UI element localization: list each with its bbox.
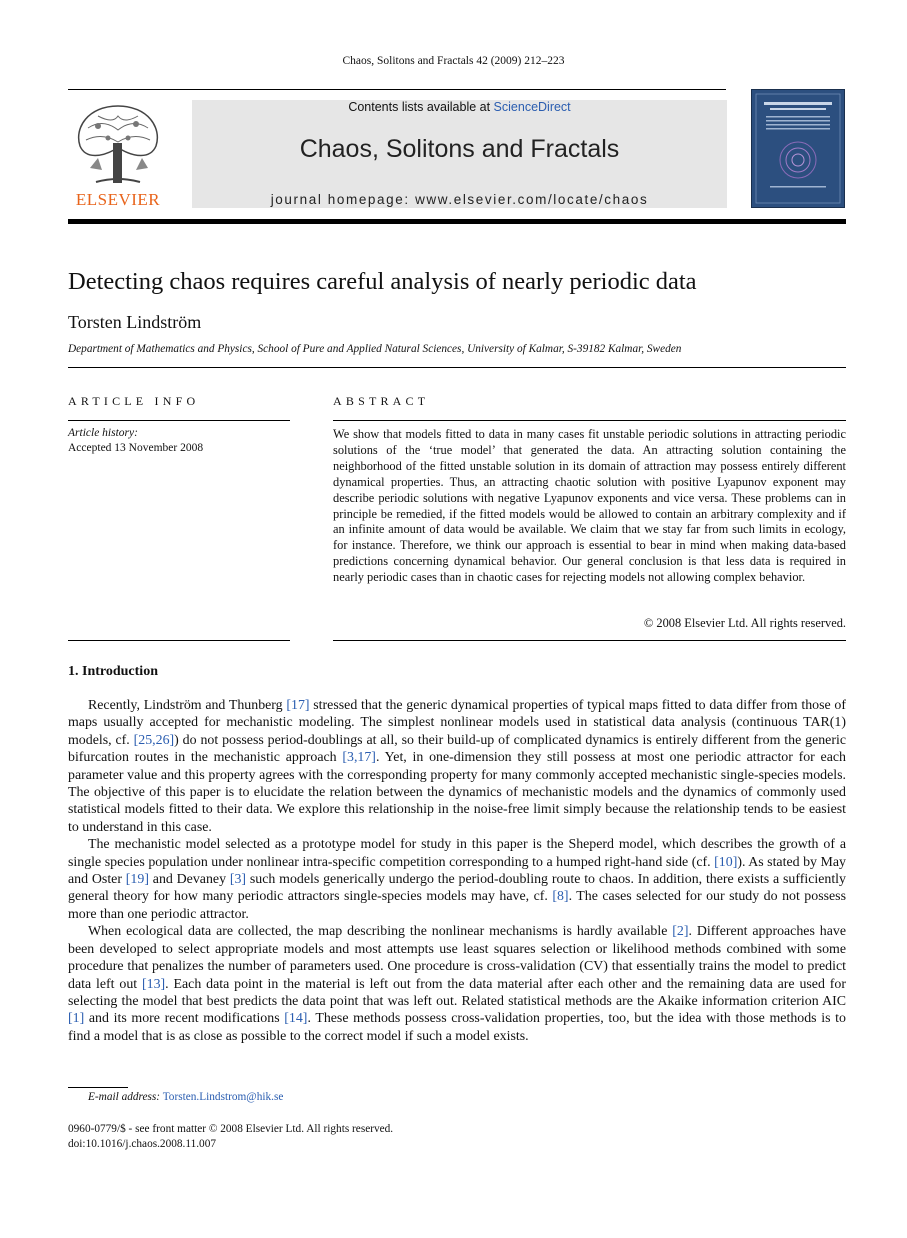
citation-link[interactable]: [25,26] [133, 732, 175, 748]
article-author: Torsten Lindström [68, 312, 202, 332]
abstract-rule [333, 420, 846, 421]
sciencedirect-link[interactable]: ScienceDirect [493, 100, 571, 114]
text-run: . Different approaches have been developed to select appropriate models and most attempts use least squares selection or likelihood methods combined with some procedure that penalizes the number of parameters used. One procedure is cross-validation (CV) that essentially trains the model to predict data left out [68, 924, 846, 992]
accepted-date: Accepted 13 November 2008 [68, 442, 204, 454]
contents-prefix: Contents lists available at [348, 100, 494, 114]
front-matter [68, 1122, 393, 1152]
text-run: ) do not possess period-doublings at all, so their build-up of complicated dynamics is entirely different from the generic bifurcation routes in the mechanistic approach [68, 732, 846, 766]
article-info-heading: ARTICLE INFO [68, 394, 200, 408]
article-history-label: Article history: [68, 427, 138, 439]
issn-line: 0960-0779/$ - see front matter © 2008 Elsevier Ltd. All rights reserved. [68, 1123, 394, 1135]
citation-link[interactable]: [17] [286, 698, 310, 713]
email-footnote [88, 1091, 283, 1103]
introduction-body [68, 697, 846, 1045]
citation-link[interactable]: [13] [142, 976, 166, 992]
affiliation-rule [68, 367, 846, 368]
text-run: and its more recent modifications [84, 1011, 285, 1027]
journal-name: Chaos, Solitons and Fractals [299, 135, 620, 163]
paragraph [68, 836, 846, 923]
article-info-rule [68, 420, 290, 421]
section-heading-introduction: 1. Introduction [68, 664, 158, 679]
email-label: E-mail address: [88, 1091, 161, 1103]
citation-link[interactable]: [3] [229, 872, 247, 888]
abstract-heading: ABSTRACT [333, 394, 430, 408]
abstract-copyright: © 2008 Elsevier Ltd. All rights reserved. [643, 616, 846, 630]
citation-link[interactable]: [2] [672, 924, 689, 940]
author-affiliation: Department of Mathematics and Physics, School of Pure and Applied Natural Sciences, University of Kalmar, S-39182 Kalmar, Sweden [68, 343, 682, 355]
journal-cover-image [751, 89, 845, 208]
text-run: When ecological data are collected, the map describing the nonlinear mechanisms is hardly available [88, 924, 673, 940]
text-run: Recently, Lindström and Thunberg [88, 698, 287, 713]
text-run: . Each data point in the material is left out from the data material after each other and the remaining data are used for selecting the model that best predicts the data point that was left out. Related statistical methods are the Akaike information criterion AIC [68, 976, 846, 1009]
citation-link[interactable]: [19] [125, 872, 149, 888]
text-run: ). As stated by May and Oster [68, 854, 846, 888]
citation-link[interactable]: [3,17] [342, 750, 376, 766]
contents-line [192, 100, 727, 114]
text-run: . Yet, in one-dimension they still possess at most one periodic attractor for each parameter value and this property agrees with the corresponding property for many commonly accepted mechanistic single-species models. The objective of this paper is to elucidate the relation between the dynamics of mechanistic models and the dynamics of commonly used statistical models fitted to their data. We explore this relationship in the noise-free limit simply because the relationship tends to be easiest to understand in this case. [68, 750, 846, 835]
citation-link[interactable]: [8] [552, 889, 569, 905]
paragraph [68, 923, 846, 1045]
text-run: such models generically undergo the period-doubling route to chaos. In addition, there exists a sufficiently general theory for how many periodic attractors single-species models may have, cf. [68, 872, 846, 905]
journal-citation: Chaos, Solitons and Fractals 42 (2009) 212–223 [342, 55, 565, 67]
citation-link[interactable]: [1] [68, 1011, 85, 1027]
journal-homepage[interactable]: journal homepage: www.elsevier.com/locate/chaos [270, 192, 649, 207]
abstract-bottom-rule [333, 640, 846, 641]
text-run: . These methods possess cross-validation properties, too, but the idea with those methods is to find a model that is as close as possible to the correct model if such a model exists. [68, 1011, 846, 1044]
elsevier-wordmark: ELSEVIER [75, 190, 161, 209]
article-title: Detecting chaos requires careful analysis of nearly periodic data [68, 268, 697, 295]
citation-link[interactable]: [10] [714, 854, 738, 870]
paragraph [68, 697, 846, 836]
doi-line[interactable]: doi:10.1016/j.chaos.2008.11.007 [68, 1138, 217, 1150]
text-run: The mechanistic model selected as a prototype model for study in this paper is the Sheperd model, which describes the growth of a single species population under nonlinear intra-specific competition corresponding to a humped right-hand side (cf. [68, 837, 846, 870]
text-run: and Devaney [148, 872, 230, 888]
footnote-rule [68, 1087, 128, 1088]
text-run: . The cases selected for our study do not possess more than one periodic attractor. [68, 889, 846, 922]
article-info-bottom-rule [68, 640, 290, 641]
citation-link[interactable]: [14] [284, 1011, 308, 1027]
abstract-text: We show that models fitted to data in many cases fit unstable periodic solutions in attracting periodic solutions of the ‘true model’ that generated the data. An attracting solution containing the neighborhood of the fitted unstable solution in its domain of attraction may possess entirely different dynamical properties. Thus, an attracting chaotic solution with positive Lyapunov exponent may describe periodic solutions with negative Lyapunov exponents and vice versa. These problems can in principle be remedied, if the fitted models would be allowed to contain an arbitrary complexity and if an infinite amount of data would be available. We claim that we stay far from such limits in ecology, for instance. Therefore, we think our approach is essential to bear in mind when making data-based predictions concerning dynamical behavior. Our general conclusion is that less data is required in nearly periodic cases than in chaotic cases for rejecting models not allowing complex behavior. [333, 427, 846, 585]
abstract-body [333, 427, 846, 586]
masthead-bottom-rule [68, 219, 846, 224]
text-run: stressed that the generic dynamical properties of typical maps fitted to data differ from those of maps usually accepted for mechanistic modeling. The simplest nonlinear models used in statistical data analysis (continuous TAR(1) models, cf. [68, 698, 846, 748]
header-rule [68, 89, 726, 90]
author-email-link[interactable]: Torsten.Lindstrom@hik.se [162, 1091, 284, 1103]
